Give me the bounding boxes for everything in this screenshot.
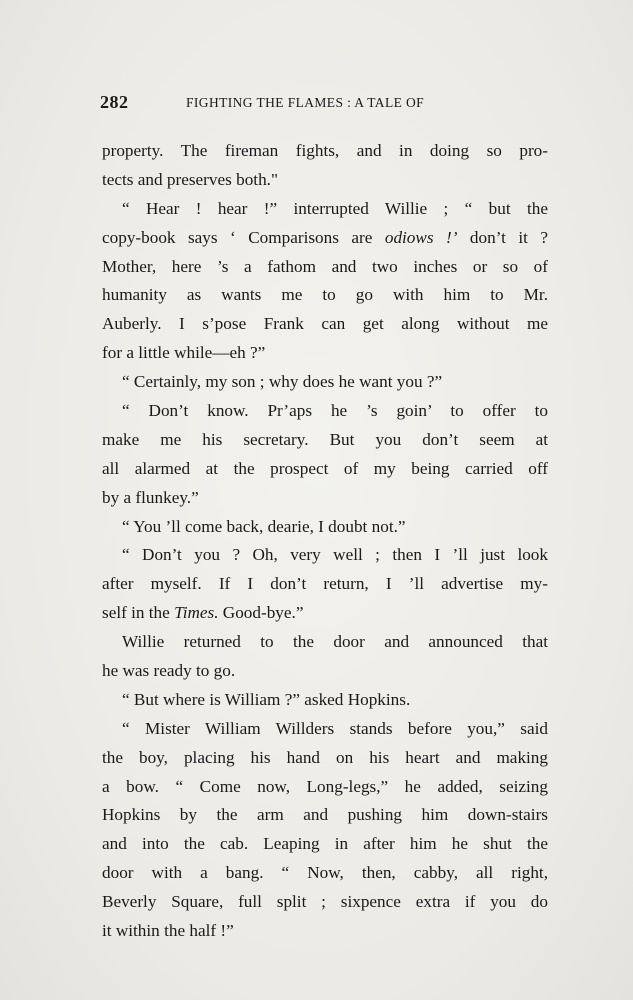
text-line: tects and preserves both.": [102, 169, 278, 189]
text-line: the boy, placing his hand on his heart and making: [102, 747, 548, 767]
text-line: “ You ’ll come back, dearie, I doubt not.”: [122, 516, 406, 536]
text-line: “ Don’t know. Pr’aps he ’s goin’ to offer to: [122, 401, 548, 421]
text-line: copy-book says ‘ Comparisons are odiows !’ don’t it ?: [102, 227, 549, 247]
text-line: Mother, here ’s a fathom and two inches or so of: [102, 256, 548, 276]
text-line: door with a bang. “ Now, then, cabby, all right,: [102, 863, 548, 883]
text-line: “ But where is William ?” asked Hopkins.: [122, 689, 411, 709]
text-line: “ Mister William Willders stands before you,” said: [122, 718, 548, 738]
text-line: Hopkins by the arm and pushing him down-stairs: [102, 805, 548, 825]
text-line: for a little while—eh ?”: [102, 343, 266, 363]
running-head: FIGHTING THE FLAMES : A TALE OF: [186, 95, 425, 110]
text-line: property. The fireman fights, and in doing so pro-: [102, 141, 548, 160]
text-line: by a flunkey.”: [102, 487, 199, 507]
text-line: a bow. “ Come now, Long-legs,” he added, seizing: [102, 776, 548, 796]
text-line: Auberly. I s’pose Frank can get along without me: [102, 314, 548, 334]
text-line: humanity as wants me to go with him to Mr.: [102, 285, 548, 305]
text-line: after myself. If I don’t return, I ’ll advertise my-: [102, 574, 548, 594]
body-text: [102, 137, 548, 946]
text-line: and into the cab. Leaping in after him he shut the: [102, 834, 548, 854]
page-number: 282: [100, 92, 129, 112]
text-line: make me his secretary. But you don’t seem at: [102, 429, 548, 449]
text-line: Willie returned to the door and announced that: [122, 632, 548, 652]
text-line: “ Don’t you ? Oh, very well ; then I ’ll just look: [122, 545, 548, 565]
text-line: self in the Times. Good-bye.”: [102, 603, 304, 623]
page-header: [100, 88, 548, 118]
text-line: Beverly Square, full split ; sixpence extra if you do: [102, 892, 548, 912]
text-line: he was ready to go.: [102, 661, 236, 681]
text-line: “ Certainly, my son ; why does he want you ?”: [122, 372, 443, 392]
text-line: all alarmed at the prospect of my being carried off: [102, 458, 548, 478]
text-line: it within the half !”: [102, 921, 234, 941]
text-line: “ Hear ! hear !” interrupted Willie ; “ but the: [122, 198, 548, 218]
